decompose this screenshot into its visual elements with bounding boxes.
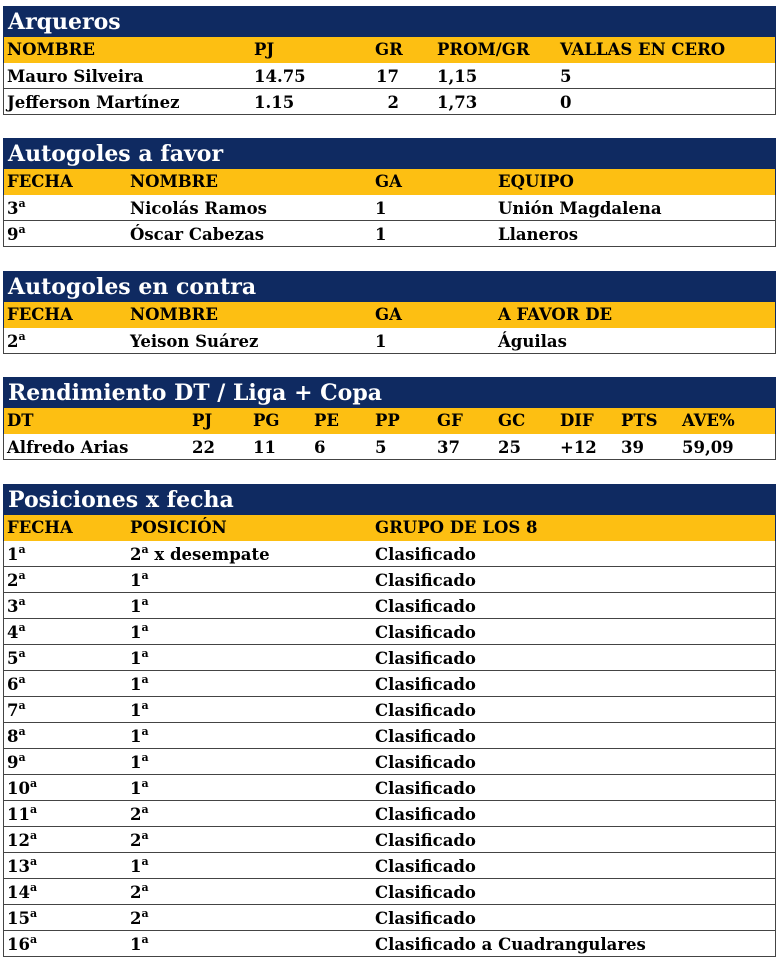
table-row xyxy=(3,567,776,593)
cell-fecha: 15$^a$ xyxy=(7,907,38,928)
header-cell: POSICIÓN xyxy=(130,518,227,537)
header-cell: NOMBRE xyxy=(130,305,218,324)
table-row xyxy=(3,801,776,827)
cell-posicion: 1$^a$ xyxy=(130,725,149,746)
cell-grupo: Clasificado xyxy=(375,597,476,616)
autogoles-favor-table xyxy=(3,138,776,247)
table-header xyxy=(3,169,776,195)
header-cell: NOMBRE xyxy=(7,40,95,59)
cell-prom: 1,15 xyxy=(437,67,478,86)
cell-gf: 37 xyxy=(437,438,460,457)
table-row xyxy=(3,827,776,853)
header-cell: A FAVOR DE xyxy=(498,305,613,324)
cell-grupo: Clasificado xyxy=(375,805,476,824)
cell-posicion: 1$^a$ xyxy=(130,933,149,954)
table-row xyxy=(3,619,776,645)
cell-pj: 1.15 xyxy=(254,93,295,112)
cell-grupo: Clasificado xyxy=(375,857,476,876)
table-header xyxy=(3,408,776,434)
cell-grupo: Clasificado xyxy=(375,753,476,772)
table-row xyxy=(3,931,776,957)
table-row xyxy=(3,723,776,749)
cell-fecha: 10$^a$ xyxy=(7,777,38,798)
table-row xyxy=(3,593,776,619)
cell-nombre: Mauro Silveira xyxy=(7,67,144,86)
table-header xyxy=(3,37,776,63)
cell-fecha: 13$^a$ xyxy=(7,855,38,876)
cell-posicion: 1$^a$ xyxy=(130,595,149,616)
cell-pg: 11 xyxy=(253,438,276,457)
cell-grupo: Clasificado a Cuadrangulares xyxy=(375,935,646,954)
cell-grupo: Clasificado xyxy=(375,623,476,642)
posiciones-table xyxy=(3,484,776,957)
cell-dt: Alfredo Arias xyxy=(7,438,129,457)
cell-posicion: 2$^a$ x desempate xyxy=(130,543,270,564)
cell-fecha: 2$^a$ xyxy=(7,330,26,351)
cell-fecha: 11$^a$ xyxy=(7,803,38,824)
cell-posicion: 2$^a$ xyxy=(130,829,149,850)
cell-nombre: Nicolás Ramos xyxy=(130,199,267,218)
cell-grupo: Clasificado xyxy=(375,701,476,720)
table-row xyxy=(3,749,776,775)
table-row xyxy=(3,697,776,723)
cell-posicion: 1$^a$ xyxy=(130,621,149,642)
header-cell: PTS xyxy=(621,411,658,430)
table-title: Posiciones x fecha xyxy=(3,484,776,515)
table-row xyxy=(3,195,776,221)
header-cell: NOMBRE xyxy=(130,172,218,191)
table-row xyxy=(3,775,776,801)
rendimiento-dt-table xyxy=(3,377,776,460)
table-row xyxy=(3,89,776,115)
cell-fecha: 16$^a$ xyxy=(7,933,38,954)
cell-posicion: 1$^a$ xyxy=(130,569,149,590)
header-cell: VALLAS EN CERO xyxy=(560,40,726,59)
cell-fecha: 12$^a$ xyxy=(7,829,38,850)
table-title: Autogoles a favor xyxy=(3,138,776,169)
autogoles-contra-table xyxy=(3,271,776,354)
cell-nombre: Jefferson Martínez xyxy=(7,93,180,112)
header-cell: PJ xyxy=(254,40,275,59)
header-cell: PROM/GR xyxy=(437,40,530,59)
cell-pj: 22 xyxy=(192,438,215,457)
cell-grupo: Clasificado xyxy=(375,649,476,668)
header-cell: PJ xyxy=(192,411,213,430)
cell-pe: 6 xyxy=(314,438,326,457)
cell-ga: 1 xyxy=(375,199,387,218)
header-cell: GRUPO DE LOS 8 xyxy=(375,518,538,537)
header-cell: DIF xyxy=(560,411,594,430)
header-cell: PG xyxy=(253,411,280,430)
cell-fecha: 6$^a$ xyxy=(7,673,26,694)
cell-posicion: 2$^a$ xyxy=(130,907,149,928)
cell-gc: 25 xyxy=(498,438,521,457)
table-header xyxy=(3,302,776,328)
cell-grupo: Clasificado xyxy=(375,571,476,590)
table-row xyxy=(3,645,776,671)
cell-vallas: 0 xyxy=(560,93,572,112)
cell-fecha: 8$^a$ xyxy=(7,725,26,746)
cell-fecha: 7$^a$ xyxy=(7,699,26,720)
arqueros-table xyxy=(3,6,776,115)
cell-posicion: 1$^a$ xyxy=(130,751,149,772)
cell-nombre: Yeison Suárez xyxy=(130,332,259,351)
cell-posicion: 1$^a$ xyxy=(130,855,149,876)
table-header xyxy=(3,515,776,541)
cell-dif: +12 xyxy=(560,438,597,457)
table-title: Rendimiento DT / Liga + Copa xyxy=(3,377,776,408)
cell-fecha: 5$^a$ xyxy=(7,647,26,668)
cell-equipo: Unión Magdalena xyxy=(498,199,662,218)
header-cell: FECHA xyxy=(7,518,73,537)
cell-vallas: 5 xyxy=(560,67,572,86)
cell-gr: 17 xyxy=(376,67,399,86)
table-title: Autogoles en contra xyxy=(3,271,776,302)
table-row xyxy=(3,328,776,354)
posiciones-rows xyxy=(3,541,776,957)
table-row xyxy=(3,541,776,567)
cell-grupo: Clasificado xyxy=(375,831,476,850)
cell-pts: 39 xyxy=(621,438,644,457)
cell-posicion: 1$^a$ xyxy=(130,647,149,668)
cell-posicion: 1$^a$ xyxy=(130,673,149,694)
header-cell: GR xyxy=(375,40,403,59)
cell-gr: 2 xyxy=(387,93,399,112)
cell-equipo: Llaneros xyxy=(498,225,579,244)
table-row xyxy=(3,434,776,460)
cell-posicion: 2$^a$ xyxy=(130,803,149,824)
header-cell: DT xyxy=(7,411,34,430)
header-cell: GF xyxy=(437,411,463,430)
header-cell: GA xyxy=(375,172,402,191)
header-cell: PE xyxy=(314,411,339,430)
cell-fecha: 14$^a$ xyxy=(7,881,38,902)
cell-prom: 1,73 xyxy=(437,93,478,112)
cell-fecha: 4$^a$ xyxy=(7,621,26,642)
table-title: Arqueros xyxy=(3,6,776,37)
cell-grupo: Clasificado xyxy=(375,779,476,798)
cell-fecha: 9$^a$ xyxy=(7,223,26,244)
table-row xyxy=(3,905,776,931)
cell-nombre: Óscar Cabezas xyxy=(130,225,265,244)
table-row xyxy=(3,671,776,697)
cell-grupo: Clasificado xyxy=(375,909,476,928)
cell-ga: 1 xyxy=(375,225,387,244)
cell-fecha: 1$^a$ xyxy=(7,543,26,564)
header-cell: FECHA xyxy=(7,172,73,191)
table-row xyxy=(3,221,776,247)
cell-grupo: Clasificado xyxy=(375,545,476,564)
header-cell: PP xyxy=(375,411,400,430)
cell-ga: 1 xyxy=(375,332,387,351)
table-row xyxy=(3,879,776,905)
header-cell: AVE% xyxy=(682,411,735,430)
cell-fecha: 2$^a$ xyxy=(7,569,26,590)
header-cell: FECHA xyxy=(7,305,73,324)
cell-posicion: 1$^a$ xyxy=(130,777,149,798)
table-row xyxy=(3,853,776,879)
cell-fecha: 9$^a$ xyxy=(7,751,26,772)
cell-fecha: 3$^a$ xyxy=(7,197,26,218)
header-cell: GC xyxy=(498,411,526,430)
cell-posicion: 1$^a$ xyxy=(130,699,149,720)
cell-posicion: 2$^a$ xyxy=(130,881,149,902)
cell-pp: 5 xyxy=(375,438,387,457)
cell-pj: 14.75 xyxy=(254,67,306,86)
cell-ave: 59,09 xyxy=(682,438,734,457)
cell-afavor: Águilas xyxy=(498,332,567,351)
cell-grupo: Clasificado xyxy=(375,883,476,902)
table-row xyxy=(3,63,776,89)
cell-grupo: Clasificado xyxy=(375,727,476,746)
header-cell: EQUIPO xyxy=(498,172,574,191)
cell-fecha: 3$^a$ xyxy=(7,595,26,616)
header-cell: GA xyxy=(375,305,402,324)
cell-grupo: Clasificado xyxy=(375,675,476,694)
